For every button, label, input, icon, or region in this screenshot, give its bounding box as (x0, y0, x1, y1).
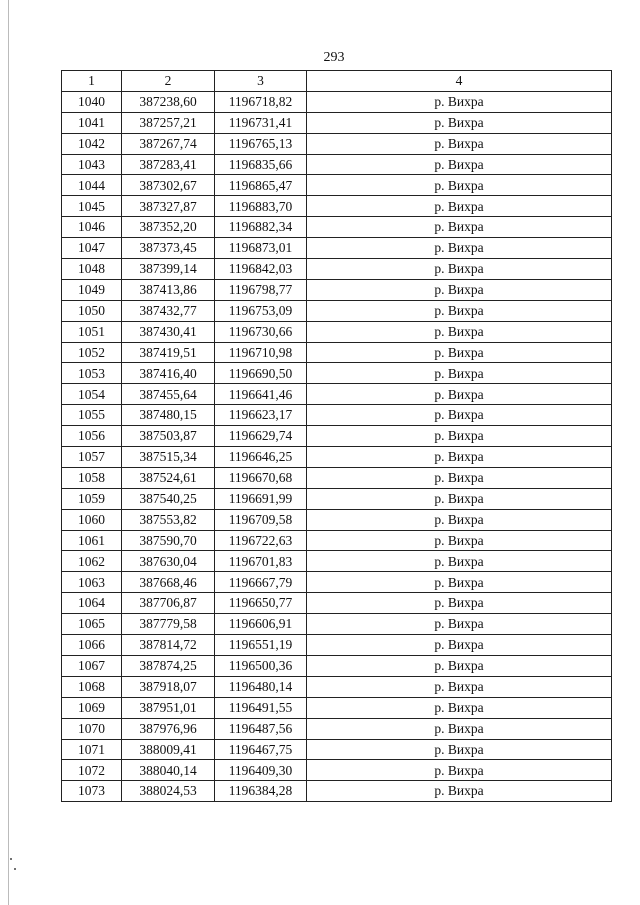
y-coordinate-cell: 1196718,82 (215, 91, 307, 112)
y-coordinate-cell: 1196873,01 (215, 238, 307, 259)
y-coordinate-cell: 1196491,55 (215, 697, 307, 718)
description-cell: р. Вихра (307, 259, 612, 280)
scan-edge-line (8, 0, 9, 905)
y-coordinate-cell: 1196882,34 (215, 217, 307, 238)
y-coordinate-cell: 1196606,91 (215, 614, 307, 635)
description-cell: р. Вихра (307, 196, 612, 217)
x-coordinate-cell: 387430,41 (122, 321, 215, 342)
x-coordinate-cell: 387327,87 (122, 196, 215, 217)
x-coordinate-cell: 387503,87 (122, 426, 215, 447)
y-coordinate-cell: 1196691,99 (215, 488, 307, 509)
point-number-cell: 1055 (62, 405, 122, 426)
description-cell: р. Вихра (307, 635, 612, 656)
description-cell: р. Вихра (307, 551, 612, 572)
scan-speck (14, 868, 16, 870)
y-coordinate-cell: 1196835,66 (215, 154, 307, 175)
x-coordinate-cell: 387590,70 (122, 530, 215, 551)
x-coordinate-cell: 387540,25 (122, 488, 215, 509)
x-coordinate-cell: 387238,60 (122, 91, 215, 112)
table-row (62, 363, 612, 384)
y-coordinate-cell: 1196487,56 (215, 718, 307, 739)
table-row (62, 655, 612, 676)
point-number-cell: 1071 (62, 739, 122, 760)
table-row (62, 509, 612, 530)
y-coordinate-cell: 1196865,47 (215, 175, 307, 196)
table-row (62, 697, 612, 718)
point-number-cell: 1052 (62, 342, 122, 363)
table-row (62, 447, 612, 468)
description-cell: р. Вихра (307, 217, 612, 238)
y-coordinate-cell: 1196798,77 (215, 279, 307, 300)
y-coordinate-cell: 1196500,36 (215, 655, 307, 676)
table-header-row (62, 71, 612, 92)
table-row (62, 781, 612, 802)
point-number-cell: 1045 (62, 196, 122, 217)
point-number-cell: 1054 (62, 384, 122, 405)
column-header-4: 4 (307, 71, 612, 92)
point-number-cell: 1048 (62, 259, 122, 280)
description-cell: р. Вихра (307, 718, 612, 739)
table-row (62, 384, 612, 405)
description-cell: р. Вихра (307, 488, 612, 509)
description-cell: р. Вихра (307, 279, 612, 300)
y-coordinate-cell: 1196384,28 (215, 781, 307, 802)
point-number-cell: 1040 (62, 91, 122, 112)
description-cell: р. Вихра (307, 697, 612, 718)
y-coordinate-cell: 1196842,03 (215, 259, 307, 280)
description-cell: р. Вихра (307, 321, 612, 342)
point-number-cell: 1047 (62, 238, 122, 259)
table-row (62, 175, 612, 196)
table-row (62, 760, 612, 781)
description-cell: р. Вихра (307, 781, 612, 802)
x-coordinate-cell: 387267,74 (122, 133, 215, 154)
x-coordinate-cell: 387283,41 (122, 154, 215, 175)
x-coordinate-cell: 387706,87 (122, 593, 215, 614)
column-header-3: 3 (215, 71, 307, 92)
x-coordinate-cell: 387918,07 (122, 676, 215, 697)
y-coordinate-cell: 1196883,70 (215, 196, 307, 217)
table-row (62, 635, 612, 656)
table-row (62, 259, 612, 280)
y-coordinate-cell: 1196731,41 (215, 112, 307, 133)
description-cell: р. Вихра (307, 133, 612, 154)
x-coordinate-cell: 387257,21 (122, 112, 215, 133)
y-coordinate-cell: 1196623,17 (215, 405, 307, 426)
point-number-cell: 1049 (62, 279, 122, 300)
description-cell: р. Вихра (307, 655, 612, 676)
x-coordinate-cell: 387432,77 (122, 300, 215, 321)
x-coordinate-cell: 387951,01 (122, 697, 215, 718)
description-cell: р. Вихра (307, 154, 612, 175)
table-row (62, 572, 612, 593)
point-number-cell: 1056 (62, 426, 122, 447)
x-coordinate-cell: 387524,61 (122, 467, 215, 488)
y-coordinate-cell: 1196753,09 (215, 300, 307, 321)
point-number-cell: 1073 (62, 781, 122, 802)
x-coordinate-cell: 387413,86 (122, 279, 215, 300)
point-number-cell: 1057 (62, 447, 122, 468)
description-cell: р. Вихра (307, 238, 612, 259)
x-coordinate-cell: 387416,40 (122, 363, 215, 384)
y-coordinate-cell: 1196710,98 (215, 342, 307, 363)
x-coordinate-cell: 387814,72 (122, 635, 215, 656)
x-coordinate-cell: 387373,45 (122, 238, 215, 259)
point-number-cell: 1050 (62, 300, 122, 321)
description-cell: р. Вихра (307, 447, 612, 468)
point-number-cell: 1065 (62, 614, 122, 635)
description-cell: р. Вихра (307, 676, 612, 697)
x-coordinate-cell: 387302,67 (122, 175, 215, 196)
point-number-cell: 1063 (62, 572, 122, 593)
table-row (62, 488, 612, 509)
point-number-cell: 1062 (62, 551, 122, 572)
description-cell: р. Вихра (307, 112, 612, 133)
y-coordinate-cell: 1196646,25 (215, 447, 307, 468)
y-coordinate-cell: 1196722,63 (215, 530, 307, 551)
point-number-cell: 1041 (62, 112, 122, 133)
y-coordinate-cell: 1196670,68 (215, 467, 307, 488)
column-header-1: 1 (62, 71, 122, 92)
x-coordinate-cell: 387874,25 (122, 655, 215, 676)
x-coordinate-cell: 388009,41 (122, 739, 215, 760)
point-number-cell: 1046 (62, 217, 122, 238)
point-number-cell: 1059 (62, 488, 122, 509)
x-coordinate-cell: 387976,96 (122, 718, 215, 739)
table-row (62, 405, 612, 426)
description-cell: р. Вихра (307, 760, 612, 781)
point-number-cell: 1070 (62, 718, 122, 739)
table-row (62, 91, 612, 112)
table-row (62, 300, 612, 321)
description-cell: р. Вихра (307, 405, 612, 426)
point-number-cell: 1053 (62, 363, 122, 384)
description-cell: р. Вихра (307, 739, 612, 760)
table-row (62, 217, 612, 238)
point-number-cell: 1064 (62, 593, 122, 614)
point-number-cell: 1069 (62, 697, 122, 718)
x-coordinate-cell: 387630,04 (122, 551, 215, 572)
description-cell: р. Вихра (307, 426, 612, 447)
x-coordinate-cell: 387553,82 (122, 509, 215, 530)
page-number: 293 (323, 50, 345, 65)
point-number-cell: 1068 (62, 676, 122, 697)
point-number-cell: 1043 (62, 154, 122, 175)
x-coordinate-cell: 387352,20 (122, 217, 215, 238)
point-number-cell: 1042 (62, 133, 122, 154)
y-coordinate-cell: 1196650,77 (215, 593, 307, 614)
y-coordinate-cell: 1196701,83 (215, 551, 307, 572)
description-cell: р. Вихра (307, 363, 612, 384)
y-coordinate-cell: 1196765,13 (215, 133, 307, 154)
table-row (62, 196, 612, 217)
table-row (62, 551, 612, 572)
table-body (62, 91, 612, 801)
x-coordinate-cell: 388024,53 (122, 781, 215, 802)
table-row (62, 718, 612, 739)
y-coordinate-cell: 1196690,50 (215, 363, 307, 384)
scan-speck (10, 858, 12, 860)
column-header-2: 2 (122, 71, 215, 92)
table-row (62, 112, 612, 133)
y-coordinate-cell: 1196730,66 (215, 321, 307, 342)
point-number-cell: 1066 (62, 635, 122, 656)
table-row (62, 279, 612, 300)
x-coordinate-cell: 387419,51 (122, 342, 215, 363)
table-row (62, 614, 612, 635)
point-number-cell: 1072 (62, 760, 122, 781)
description-cell: р. Вихра (307, 467, 612, 488)
x-coordinate-cell: 387515,34 (122, 447, 215, 468)
table-row (62, 593, 612, 614)
point-number-cell: 1061 (62, 530, 122, 551)
y-coordinate-cell: 1196709,58 (215, 509, 307, 530)
table-row (62, 739, 612, 760)
coordinates-table (61, 70, 612, 802)
table-row (62, 321, 612, 342)
table-row (62, 154, 612, 175)
y-coordinate-cell: 1196641,46 (215, 384, 307, 405)
table-row (62, 133, 612, 154)
point-number-cell: 1051 (62, 321, 122, 342)
y-coordinate-cell: 1196467,75 (215, 739, 307, 760)
description-cell: р. Вихра (307, 614, 612, 635)
description-cell: р. Вихра (307, 530, 612, 551)
description-cell: р. Вихра (307, 572, 612, 593)
description-cell: р. Вихра (307, 175, 612, 196)
point-number-cell: 1060 (62, 509, 122, 530)
table-row (62, 238, 612, 259)
y-coordinate-cell: 1196480,14 (215, 676, 307, 697)
y-coordinate-cell: 1196667,79 (215, 572, 307, 593)
y-coordinate-cell: 1196629,74 (215, 426, 307, 447)
x-coordinate-cell: 387779,58 (122, 614, 215, 635)
table-row (62, 467, 612, 488)
table-row (62, 342, 612, 363)
description-cell: р. Вихра (307, 593, 612, 614)
x-coordinate-cell: 387399,14 (122, 259, 215, 280)
description-cell: р. Вихра (307, 384, 612, 405)
point-number-cell: 1044 (62, 175, 122, 196)
x-coordinate-cell: 388040,14 (122, 760, 215, 781)
x-coordinate-cell: 387668,46 (122, 572, 215, 593)
y-coordinate-cell: 1196551,19 (215, 635, 307, 656)
description-cell: р. Вихра (307, 509, 612, 530)
x-coordinate-cell: 387480,15 (122, 405, 215, 426)
x-coordinate-cell: 387455,64 (122, 384, 215, 405)
point-number-cell: 1058 (62, 467, 122, 488)
point-number-cell: 1067 (62, 655, 122, 676)
description-cell: р. Вихра (307, 300, 612, 321)
table-row (62, 530, 612, 551)
y-coordinate-cell: 1196409,30 (215, 760, 307, 781)
description-cell: р. Вихра (307, 342, 612, 363)
table-row (62, 676, 612, 697)
table-row (62, 426, 612, 447)
description-cell: р. Вихра (307, 91, 612, 112)
